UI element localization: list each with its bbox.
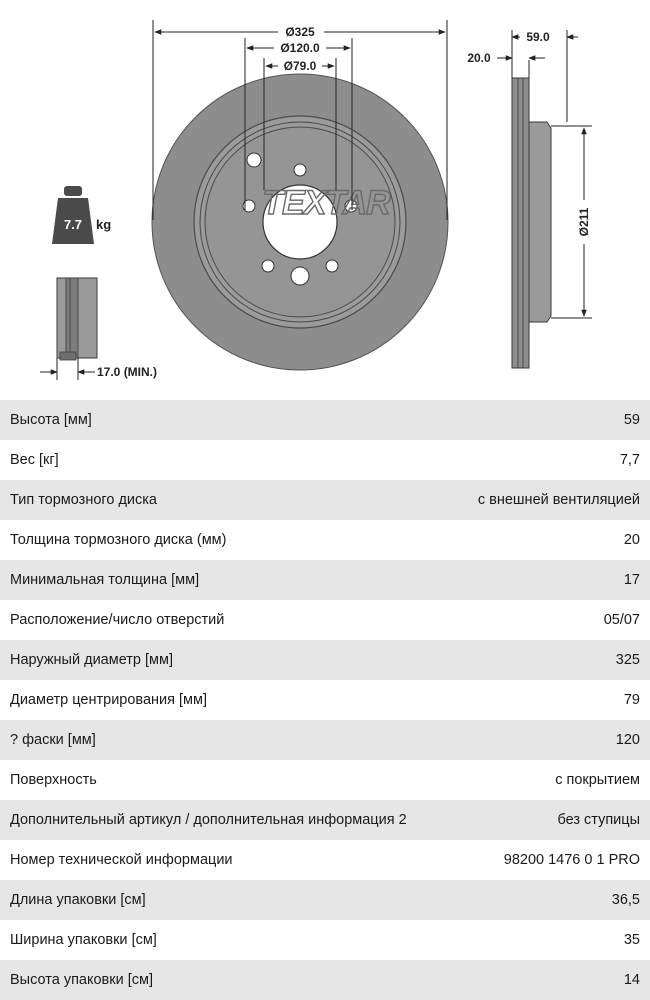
spec-row: [0, 520, 650, 560]
spec-label: Ширина упаковки [см]: [10, 932, 157, 948]
spec-value: 14: [623, 972, 640, 988]
spec-label: Длина упаковки [см]: [10, 892, 146, 908]
disc-front-view: [152, 74, 448, 370]
spec-label: Наружный диаметр [мм]: [10, 652, 174, 668]
height-label: 59.0: [526, 30, 550, 44]
spec-row: [0, 440, 650, 480]
spec-row: [0, 480, 650, 520]
spec-label: Поверхность: [10, 772, 97, 788]
spec-label: Высота упаковки [см]: [10, 972, 154, 988]
spec-row: [0, 640, 650, 680]
spec-value: 36,5: [611, 892, 640, 908]
spec-row: [0, 560, 650, 600]
spec-value: 35: [623, 932, 640, 948]
spec-row: [0, 680, 650, 720]
spec-value: 20: [623, 532, 640, 548]
spec-value: 325: [615, 652, 640, 668]
weight-unit: kg: [96, 217, 112, 232]
brand-logo: TEXTAR: [262, 184, 390, 222]
spec-row: [0, 720, 650, 760]
spec-row: [0, 760, 650, 800]
spec-value: с покрытием: [555, 772, 640, 788]
weight-value: 7.7: [63, 217, 83, 232]
outer-diameter-label: Ø325: [285, 25, 315, 39]
spec-row: [0, 920, 650, 960]
spec-label: Диаметр центрирования [мм]: [10, 692, 208, 708]
spec-row: [0, 400, 650, 440]
spec-label: Тип тормозного диска: [10, 492, 157, 508]
spec-value: с внешней вентиляцией: [477, 492, 640, 508]
hat-diameter-label: Ø211: [577, 207, 591, 237]
weight-icon: [52, 186, 94, 244]
spec-label: Расположение/число отверстий: [10, 612, 225, 628]
disc-side-view: [512, 78, 551, 368]
spec-value: 7,7: [619, 452, 640, 468]
spec-label: Минимальная толщина [мм]: [10, 572, 200, 588]
min-thickness-label: 17.0 (MIN.): [97, 365, 158, 379]
spec-value: 59: [623, 412, 640, 428]
spec-value: 98200 1476 0 1 PRO: [503, 852, 640, 868]
spec-label: Номер технической информации: [10, 852, 233, 868]
spec-value: 17: [623, 572, 640, 588]
spec-row: [0, 800, 650, 840]
thickness-label: 20.0: [467, 51, 491, 65]
spec-label: Дополнительный артикул / дополнительная информация 2: [10, 812, 407, 828]
spec-value: 120: [615, 732, 640, 748]
spec-label: Высота [мм]: [10, 412, 92, 428]
spec-row: [0, 960, 650, 1000]
spec-row: [0, 840, 650, 880]
spec-label: Толщина тормозного диска (мм): [10, 532, 227, 548]
bolt-circle-label: Ø120.0: [280, 41, 320, 55]
specs-table: [0, 400, 650, 1000]
spec-value: 05/07: [603, 612, 640, 628]
min-thickness-profile: [57, 278, 97, 360]
spec-row: [0, 880, 650, 920]
spec-value: 79: [623, 692, 640, 708]
spec-row: [0, 600, 650, 640]
center-bore-label: Ø79.0: [283, 59, 317, 73]
spec-value: без ступицы: [557, 812, 640, 828]
brake-disc-diagram: [0, 0, 650, 400]
spec-label: ? фаски [мм]: [10, 732, 96, 748]
spec-label: Вес [кг]: [10, 452, 59, 468]
